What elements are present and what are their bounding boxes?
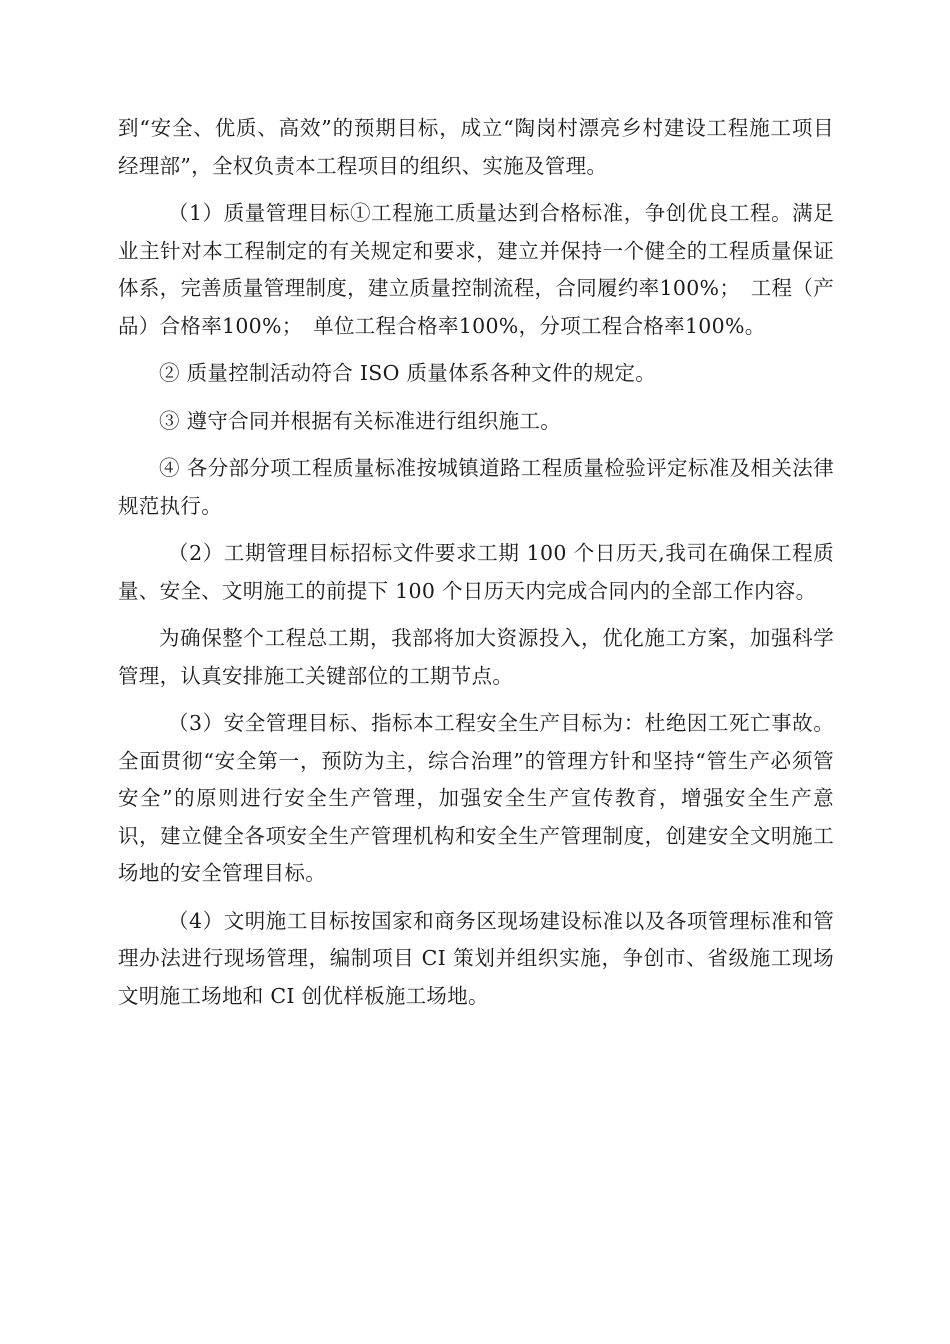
document-page bbox=[118, 110, 834, 1025]
paragraph-quality-target: （1）质量管理目标①工程施工质量达到合格标准，争创优良工程。满足业主针对本工程制定的有关规定和要求，建立并保持一个健全的工程质量保证体系，完善质量管理制度，建立质量控制流程，合同履约率100%； 工程（产品）合格率100%； 单位工程合格率100%，分项工程合格率100%。 bbox=[118, 201, 834, 338]
paragraph-contract-compliance: ③ 遵守合同并根据有关标准进行组织施工。 bbox=[159, 408, 562, 433]
paragraph-safety-target: （3）安全管理目标、指标本工程安全生产目标为：杜绝因工死亡事故。全面贯彻“安全第一，预防为主，综合治理”的管理方针和坚持“管生产必须管安全”的原则进行安全生产管理，加强安全生产宣传教育，增强安全生产意识，建立健全各项安全生产管理机构和安全生产管理制度，创建安全文明施工场地的安全管理目标。 bbox=[118, 711, 834, 885]
paragraph-schedule-measures: 为确保整个工程总工期，我部将加大资源投入，优化施工方案，加强科学管理，认真安排施工关键部位的工期节点。 bbox=[118, 626, 834, 688]
paragraph-schedule-target: （2）工期管理目标招标文件要求工期 100 个日历天,我司在确保工程质量、安全、文明施工的前提下 100 个日历天内完成合同内的全部工作内容。 bbox=[118, 541, 834, 603]
paragraph-intro: 到“安全、优质、高效”的预期目标，成立“陶岗村漂亮乡村建设工程施工项目经理部”，全权负责本工程项目的组织、实施及管理。 bbox=[118, 116, 834, 178]
paragraph-quality-standards: ④ 各分部分项工程质量标准按城镇道路工程质量检验评定标准及相关法律规范执行。 bbox=[118, 456, 834, 518]
paragraph-civilized-construction-target: （4）文明施工目标按国家和商务区现场建设标准以及各项管理标准和管理办法进行现场管理，编制项目 CI 策划并组织实施，争创市、省级施工现场文明施工场地和 CI 创优样板施工场地。 bbox=[118, 908, 834, 1008]
paragraph-quality-control-iso: ② 质量控制活动符合 ISO 质量体系各种文件的规定。 bbox=[159, 361, 657, 385]
